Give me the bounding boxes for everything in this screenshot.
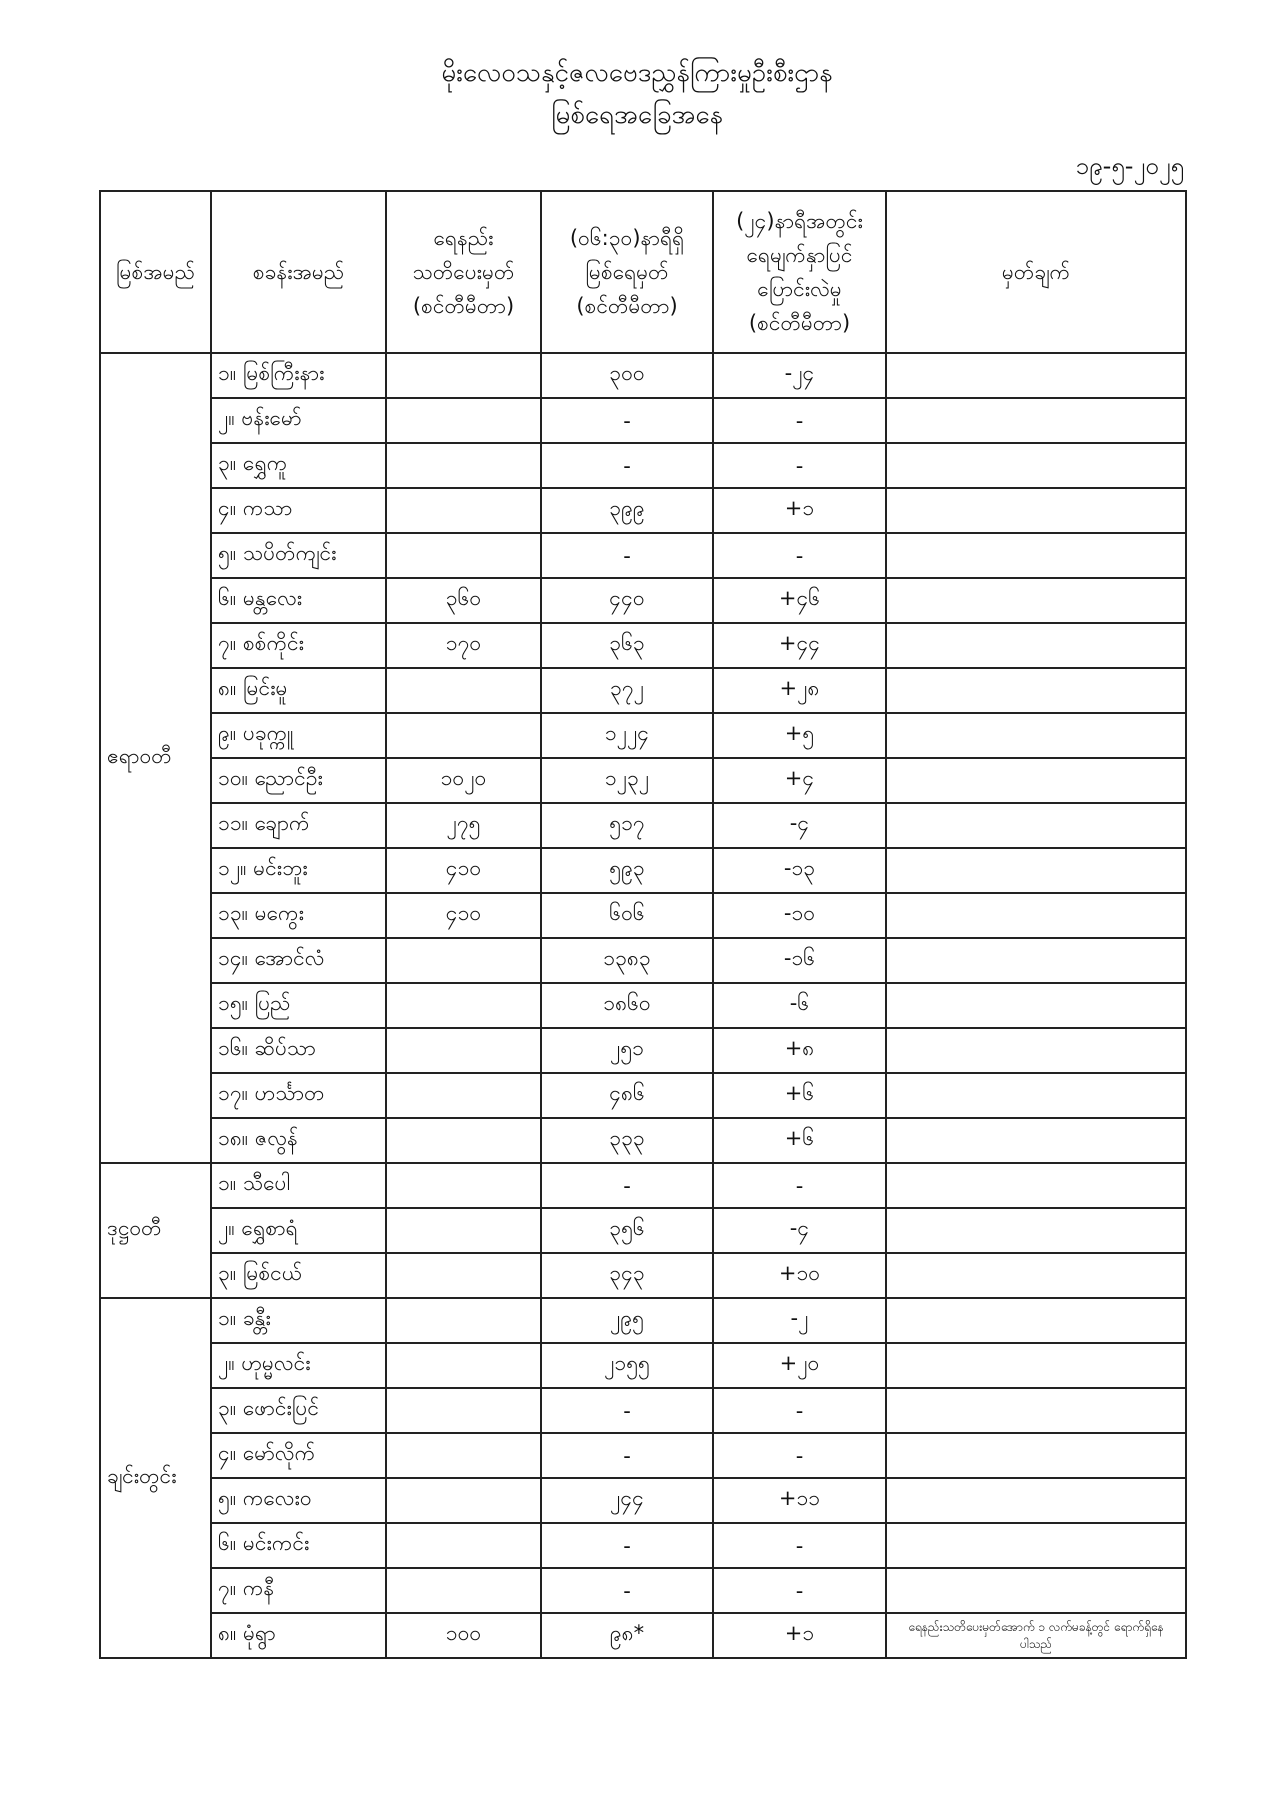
station-name-cell: ၇။ ကနီ [211,1568,386,1613]
station-name-cell: ၈။ မြင်းမူ [211,668,386,713]
station-name-cell: ၃။ ဖောင်းပြင် [211,1388,386,1433]
water-level-cell: - [541,443,713,488]
remarks-cell [886,398,1186,443]
report-title: မြစ်ရေအခြေအနေ [551,100,723,130]
report-date: ၁၉-၅-၂၀၂၅ [1075,152,1184,180]
level-change-cell: +၄ [713,758,886,803]
level-change-cell: - [713,398,886,443]
water-level-cell: - [541,1163,713,1208]
table-row [100,1028,1186,1073]
water-level-cell: ၃၀၀ [541,353,713,398]
station-name-cell: ၄။ မော်လိုက် [211,1433,386,1478]
remarks-cell [886,623,1186,668]
remarks-cell: ရေနည်းသတိပေးမှတ်အောက် ၁ လက်မခန့်တွင် ရောက်ရှိနေပါသည် [886,1613,1186,1658]
station-name-cell: ၆။ မန္တလေး [211,578,386,623]
warning-level-cell [386,443,541,488]
table-row [100,353,1186,398]
level-change-cell: -၆ [713,983,886,1028]
remarks-cell [886,578,1186,623]
water-level-cell: - [541,398,713,443]
warning-level-cell [386,1478,541,1523]
water-level-cell: ၃၃၃ [541,1118,713,1163]
table-row [100,1433,1186,1478]
warning-level-cell [386,1568,541,1613]
remarks-cell [886,1298,1186,1343]
warning-level-cell [386,533,541,578]
remarks-cell [886,1028,1186,1073]
table-row [100,1163,1186,1208]
table-row [100,1118,1186,1163]
station-name-cell: ၁။ သီပေါ [211,1163,386,1208]
station-name-cell: ၅။ ကလေးဝ [211,1478,386,1523]
remarks-cell [886,983,1186,1028]
table-row [100,1388,1186,1433]
water-level-cell: ၃၄၃ [541,1253,713,1298]
station-name-cell: ၈။ မုံရွာ [211,1613,386,1658]
table-row [100,578,1186,623]
report-header [0,52,1274,136]
level-change-cell: - [713,1163,886,1208]
warning-level-cell [386,1523,541,1568]
station-name-cell: ၄။ ကသာ [211,488,386,533]
header-24h-change: (၂၄)နာရီအတွင်း ရေမျက်နှာပြင် ပြောင်းလဲမှု (စင်တီမီတာ) [713,191,886,353]
level-change-cell: -၁၃ [713,848,886,893]
water-level-cell: ၂၅၁ [541,1028,713,1073]
remarks-cell [886,668,1186,713]
water-level-cell: ၆၀၆ [541,893,713,938]
warning-level-cell [386,488,541,533]
table-row [100,668,1186,713]
station-name-cell: ၁။ ခန္တီး [211,1298,386,1343]
station-name-cell: ၁၂။ မင်းဘူး [211,848,386,893]
station-name-cell: ၁၁။ ချောက် [211,803,386,848]
level-change-cell: +၂၀ [713,1343,886,1388]
warning-level-cell [386,1028,541,1073]
station-name-cell: ၂။ ဟုမ္မလင်း [211,1343,386,1388]
header-river: မြစ်အမည် [100,191,211,353]
remarks-cell [886,1163,1186,1208]
station-name-cell: ၉။ ပခုက္ကူ [211,713,386,758]
level-change-cell: +၁၁ [713,1478,886,1523]
level-change-cell: -၄ [713,803,886,848]
level-change-cell: +၈ [713,1028,886,1073]
level-change-cell: - [713,1523,886,1568]
remarks-cell [886,1568,1186,1613]
warning-level-cell: ၄၁၀ [386,893,541,938]
water-level-cell: - [541,1523,713,1568]
remarks-cell [886,893,1186,938]
warning-level-cell: ၁၀၀ [386,1613,541,1658]
header-remarks: မှတ်ချက် [886,191,1186,353]
warning-level-cell [386,1298,541,1343]
table-row [100,488,1186,533]
table-row [100,983,1186,1028]
water-level-cell: ၃၇၂ [541,668,713,713]
table-row [100,713,1186,758]
level-change-cell: -၂ [713,1298,886,1343]
level-change-cell: -၄ [713,1208,886,1253]
remarks-cell [886,1118,1186,1163]
table-header-row [100,191,1186,353]
water-level-cell: ၅၉၃ [541,848,713,893]
station-name-cell: ၁။ မြစ်ကြီးနား [211,353,386,398]
level-change-cell: +၅ [713,713,886,758]
table-row [100,533,1186,578]
river-name-cell: ဒုဋ္ဌဝတီ [100,1163,211,1298]
remarks-cell [886,713,1186,758]
warning-level-cell [386,1118,541,1163]
warning-level-cell [386,983,541,1028]
station-name-cell: ၁၇။ ဟင်္သာတ [211,1073,386,1118]
river-name-cell: ဧရာဝတီ [100,353,211,1163]
level-change-cell: +၂၈ [713,668,886,713]
station-name-cell: ၇။ စစ်ကိုင်း [211,623,386,668]
remarks-cell [886,1388,1186,1433]
header-water-level: (၀၆:၃၀)နာရီရှိ မြစ်ရေမှတ် (စင်တီမီတာ) [541,191,713,353]
level-change-cell: +၆ [713,1073,886,1118]
warning-level-cell [386,1163,541,1208]
remarks-cell [886,1253,1186,1298]
level-change-cell: -၂၄ [713,353,886,398]
water-level-cell: - [541,1388,713,1433]
table-row [100,1298,1186,1343]
header-warning-level: ရေနည်း သတိပေးမှတ် (စင်တီမီတာ) [386,191,541,353]
table-row [100,1613,1186,1658]
water-level-cell: - [541,533,713,578]
table-row [100,1568,1186,1613]
station-name-cell: ၆။ မင်းကင်း [211,1523,386,1568]
water-level-cell: ၁၈၆၀ [541,983,713,1028]
water-level-cell: ၁၂၃၂ [541,758,713,803]
remarks-cell [886,353,1186,398]
table-row [100,1523,1186,1568]
water-level-cell: ၅၁၇ [541,803,713,848]
table-row [100,758,1186,803]
table-row [100,1478,1186,1523]
station-name-cell: ၅။ သပိတ်ကျင်း [211,533,386,578]
warning-level-cell [386,1208,541,1253]
level-change-cell: +၁ [713,1613,886,1658]
station-name-cell: ၂။ ရွှေစာရံ [211,1208,386,1253]
level-change-cell: - [713,1433,886,1478]
station-name-cell: ၁၄။ အောင်လံ [211,938,386,983]
warning-level-cell [386,1253,541,1298]
station-name-cell: ၁၅။ ပြည် [211,983,386,1028]
water-level-cell: ၉၈* [541,1613,713,1658]
level-change-cell: -၁၆ [713,938,886,983]
station-name-cell: ၂။ ဗန်းမော် [211,398,386,443]
warning-level-cell [386,668,541,713]
warning-level-cell [386,353,541,398]
warning-level-cell [386,1073,541,1118]
water-level-cell: - [541,1568,713,1613]
warning-level-cell: ၁၀၂၀ [386,758,541,803]
warning-level-cell [386,1388,541,1433]
water-level-cell: ၂၁၅၅ [541,1343,713,1388]
warning-level-cell: ၁၇၀ [386,623,541,668]
station-name-cell: ၁၀။ ညောင်ဦး [211,758,386,803]
table-row [100,848,1186,893]
remarks-cell [886,1433,1186,1478]
station-name-cell: ၃။ မြစ်ငယ် [211,1253,386,1298]
warning-level-cell: ၃၆၀ [386,578,541,623]
station-name-cell: ၃။ ရွှေကူ [211,443,386,488]
level-change-cell: - [713,1388,886,1433]
remarks-cell [886,1478,1186,1523]
table-row [100,893,1186,938]
table-row [100,623,1186,668]
remarks-cell [886,1208,1186,1253]
warning-level-cell [386,938,541,983]
table-row [100,443,1186,488]
level-change-cell: +၆ [713,1118,886,1163]
warning-level-cell [386,713,541,758]
header-station: စခန်းအမည် [211,191,386,353]
table-row [100,1208,1186,1253]
water-level-cell: ၁၂၂၄ [541,713,713,758]
warning-level-cell [386,398,541,443]
table-row [100,938,1186,983]
warning-level-cell [386,1433,541,1478]
level-change-cell: +၁ [713,488,886,533]
remarks-cell [886,848,1186,893]
water-level-cell: ၂၉၅ [541,1298,713,1343]
water-level-cell: ၄၈၆ [541,1073,713,1118]
water-level-cell: ၁၃၈၃ [541,938,713,983]
department-title: မိုးလေဝသနှင့်ဇလဗေဒညွှန်ကြားမှုဦးစီးဌာန [441,58,833,88]
station-name-cell: ၁၆။ ဆိပ်သာ [211,1028,386,1073]
river-level-table [99,190,1187,1659]
warning-level-cell [386,1343,541,1388]
remarks-cell [886,1523,1186,1568]
remarks-cell [886,1073,1186,1118]
warning-level-cell: ၂၇၅ [386,803,541,848]
station-name-cell: ၁၈။ ဇလွန် [211,1118,386,1163]
warning-level-cell: ၄၁၀ [386,848,541,893]
level-change-cell: +၁၀ [713,1253,886,1298]
station-name-cell: ၁၃။ မကွေး [211,893,386,938]
water-level-cell: ၃၅၆ [541,1208,713,1253]
remarks-cell [886,488,1186,533]
level-change-cell: - [713,1568,886,1613]
remarks-cell [886,1343,1186,1388]
remarks-cell [886,443,1186,488]
water-level-cell: ၄၄၀ [541,578,713,623]
water-level-cell: - [541,1433,713,1478]
river-name-cell: ချင်းတွင်း [100,1298,211,1658]
water-level-cell: ၃၉၉ [541,488,713,533]
table-row [100,1253,1186,1298]
table-row [100,398,1186,443]
remarks-cell [886,533,1186,578]
level-change-cell: - [713,443,886,488]
level-change-cell: +၄၆ [713,578,886,623]
table-row [100,1073,1186,1118]
level-change-cell: - [713,533,886,578]
table-row [100,1343,1186,1388]
table-row [100,803,1186,848]
remarks-cell [886,938,1186,983]
table-body [100,353,1186,1658]
remarks-cell [886,803,1186,848]
remarks-cell [886,758,1186,803]
water-level-cell: ၃၆၃ [541,623,713,668]
level-change-cell: -၁၀ [713,893,886,938]
level-change-cell: +၄၄ [713,623,886,668]
water-level-cell: ၂၄၄ [541,1478,713,1523]
